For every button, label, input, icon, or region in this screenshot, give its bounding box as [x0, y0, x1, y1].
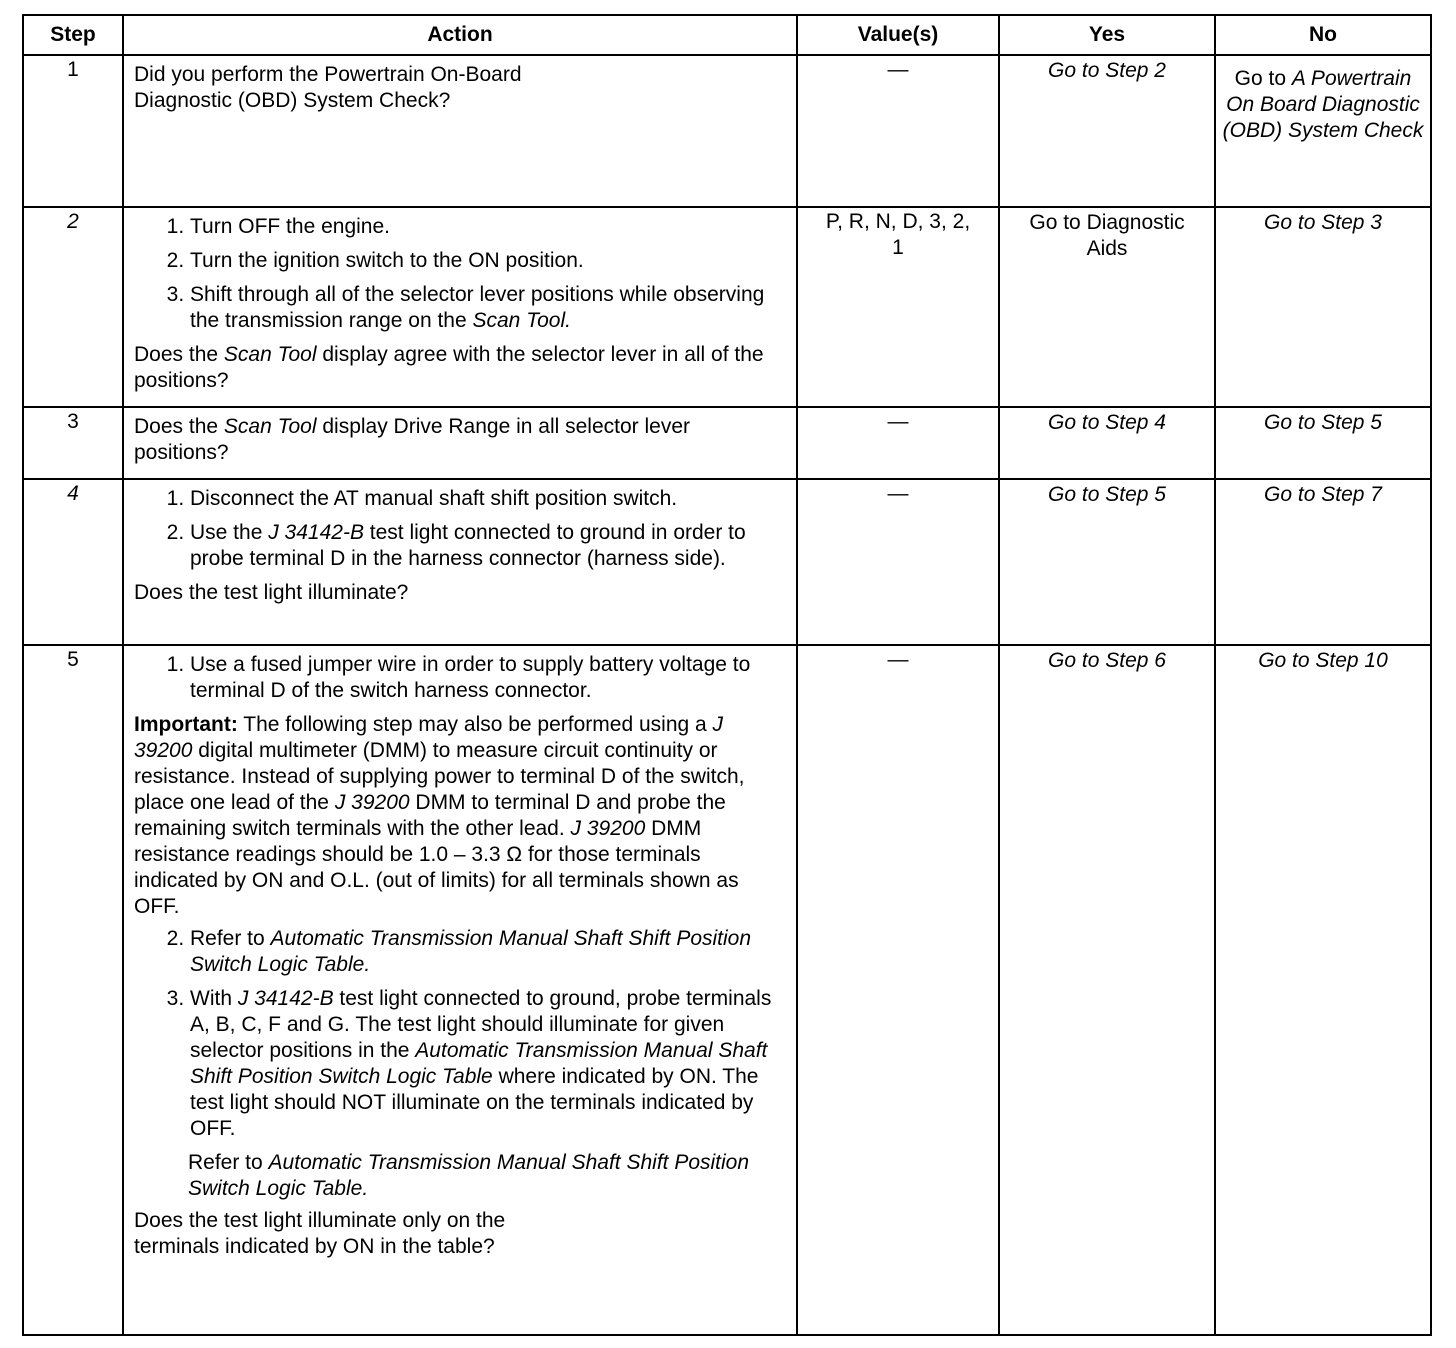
list-item: 1. Use a fused jumper wire in order to supply battery voltage to terminal D of the switch harness connector. [190, 652, 786, 704]
tool-ref: J 39200 [570, 817, 646, 840]
header-values: Value(s) [797, 15, 999, 55]
table-row [23, 479, 1431, 645]
diagnostic-table [22, 14, 1432, 1336]
value-cell: — [797, 55, 999, 207]
yes-link[interactable]: Go to Step 2 [1048, 59, 1166, 82]
item-text: Refer to [190, 927, 271, 950]
value-cell: — [797, 479, 999, 645]
action-question: Does the test light illuminate? [134, 581, 409, 604]
yes-cell [999, 207, 1215, 407]
action-cell [123, 479, 797, 645]
yes-cell [999, 407, 1215, 479]
action-list [134, 652, 786, 704]
step-number: 5 [23, 645, 123, 1335]
yes-link[interactable]: Go to Step 6 [1048, 649, 1166, 672]
no-link[interactable]: Go to Step 3 [1264, 211, 1382, 234]
no-cell [1215, 55, 1431, 207]
note-text: The following step may also be performed using a [237, 713, 713, 736]
step-number: 4 [23, 479, 123, 645]
table-row [23, 407, 1431, 479]
refer-note [134, 1150, 786, 1202]
item-tool: Scan Tool. [472, 309, 571, 332]
action-cell [123, 55, 797, 207]
value-text: P, R, N, D, 3, 2, 1 [825, 210, 971, 259]
list-item [190, 282, 786, 334]
yes-link[interactable]: Go to Step 5 [1048, 483, 1166, 506]
no-link[interactable]: A Powertrain On Board Diagnostic (OBD) System Check [1222, 67, 1424, 142]
action-list [134, 486, 786, 572]
item-text: test light connected to ground, probe terminals A, B, C, F and G. The test light should illuminate for given selector positions in the [190, 987, 772, 1062]
list-item [190, 986, 786, 1142]
item-text: With [190, 987, 238, 1010]
q-text: display Drive Range in all selector lever positions? [134, 415, 691, 464]
item-ref: Automatic Transmission Manual Shaft Shift Position Switch Logic Table [190, 1039, 768, 1088]
item-text: Shift through all of the selector lever positions while observing the transmission range on the [190, 283, 765, 332]
step-number: 3 [23, 407, 123, 479]
action-question [134, 342, 786, 394]
action-cell [123, 645, 797, 1335]
yes-link[interactable]: Go to Step 4 [1048, 411, 1166, 434]
note-text: Refer to [188, 1151, 269, 1174]
header-yes: Yes [999, 15, 1215, 55]
yes-cell [999, 479, 1215, 645]
no-cell [1215, 479, 1431, 645]
no-cell [1215, 407, 1431, 479]
q-text: display agree with the selector lever in all of the positions? [134, 343, 764, 392]
action-list [134, 214, 786, 334]
table-row [23, 645, 1431, 1335]
list-item: 1. Turn OFF the engine. [190, 214, 786, 240]
important-note [134, 712, 786, 920]
list-item [190, 520, 786, 572]
action-question: Did you perform the Powertrain On-Board Diagnostic (OBD) System Check? [134, 63, 522, 112]
list-item: 1. Disconnect the AT manual shaft shift position switch. [190, 486, 786, 512]
item-tool: J 34142-B [237, 987, 334, 1010]
value-cell: — [797, 407, 999, 479]
q-text: Does the [134, 343, 224, 366]
no-prefix: Go to [1234, 67, 1292, 90]
list-item [190, 926, 786, 978]
note-text: DMM resistance readings should be 1.0 – 3.3 Ω for those terminals indicated by ON and O.L. (out of limits) for all terminals shown as OFF. [134, 817, 739, 918]
value-cell [797, 207, 999, 407]
header-step: Step [23, 15, 123, 55]
action-question [134, 414, 754, 466]
note-text: digital multimeter (DMM) to measure circuit continuity or resistance. Instead of supplying power to terminal D of the switch, place one lead of the [134, 739, 745, 814]
yes-link[interactable]: Go to Diagnostic Aids [1029, 211, 1185, 260]
action-question: Does the test light illuminate only on the terminals indicated by ON in the table? [134, 1209, 506, 1258]
no-link[interactable]: Go to Step 5 [1264, 411, 1382, 434]
item-ref: Automatic Transmission Manual Shaft Shift Position Switch Logic Table. [188, 1151, 750, 1200]
item-tool: J 34142-B [268, 521, 364, 544]
important-label: Important: [134, 713, 238, 736]
q-tool: Scan Tool [223, 415, 317, 438]
step-number: 2 [23, 207, 123, 407]
step-number: 1 [23, 55, 123, 207]
item-text: test light connected to ground in order to probe terminal D in the harness connector (harness side). [190, 521, 746, 570]
no-link[interactable]: Go to Step 7 [1264, 483, 1382, 506]
q-tool: Scan Tool [223, 343, 317, 366]
tool-ref: J 39200 [334, 791, 410, 814]
item-text: where indicated by ON. The test light should NOT illuminate on the terminals indicated by OFF. [190, 1065, 759, 1140]
table-row [23, 55, 1431, 207]
header-no: No [1215, 15, 1431, 55]
value-cell: — [797, 645, 999, 1335]
no-cell [1215, 645, 1431, 1335]
yes-cell [999, 645, 1215, 1335]
action-cell [123, 407, 797, 479]
item-ref: Automatic Transmission Manual Shaft Shift Position Switch Logic Table. [190, 927, 752, 976]
no-cell [1215, 207, 1431, 407]
header-row [23, 15, 1431, 55]
action-list [134, 926, 786, 1142]
no-link[interactable]: Go to Step 10 [1258, 649, 1388, 672]
note-text: DMM to terminal D and probe the remaining switch terminals with the other lead. [134, 791, 726, 840]
item-text: Use the [190, 521, 269, 544]
tool-ref: J 39200 [134, 713, 724, 762]
yes-cell [999, 55, 1215, 207]
list-item: 2. Turn the ignition switch to the ON position. [190, 248, 786, 274]
table-row [23, 207, 1431, 407]
action-cell [123, 207, 797, 407]
q-text: Does the [134, 415, 224, 438]
header-action: Action [123, 15, 797, 55]
